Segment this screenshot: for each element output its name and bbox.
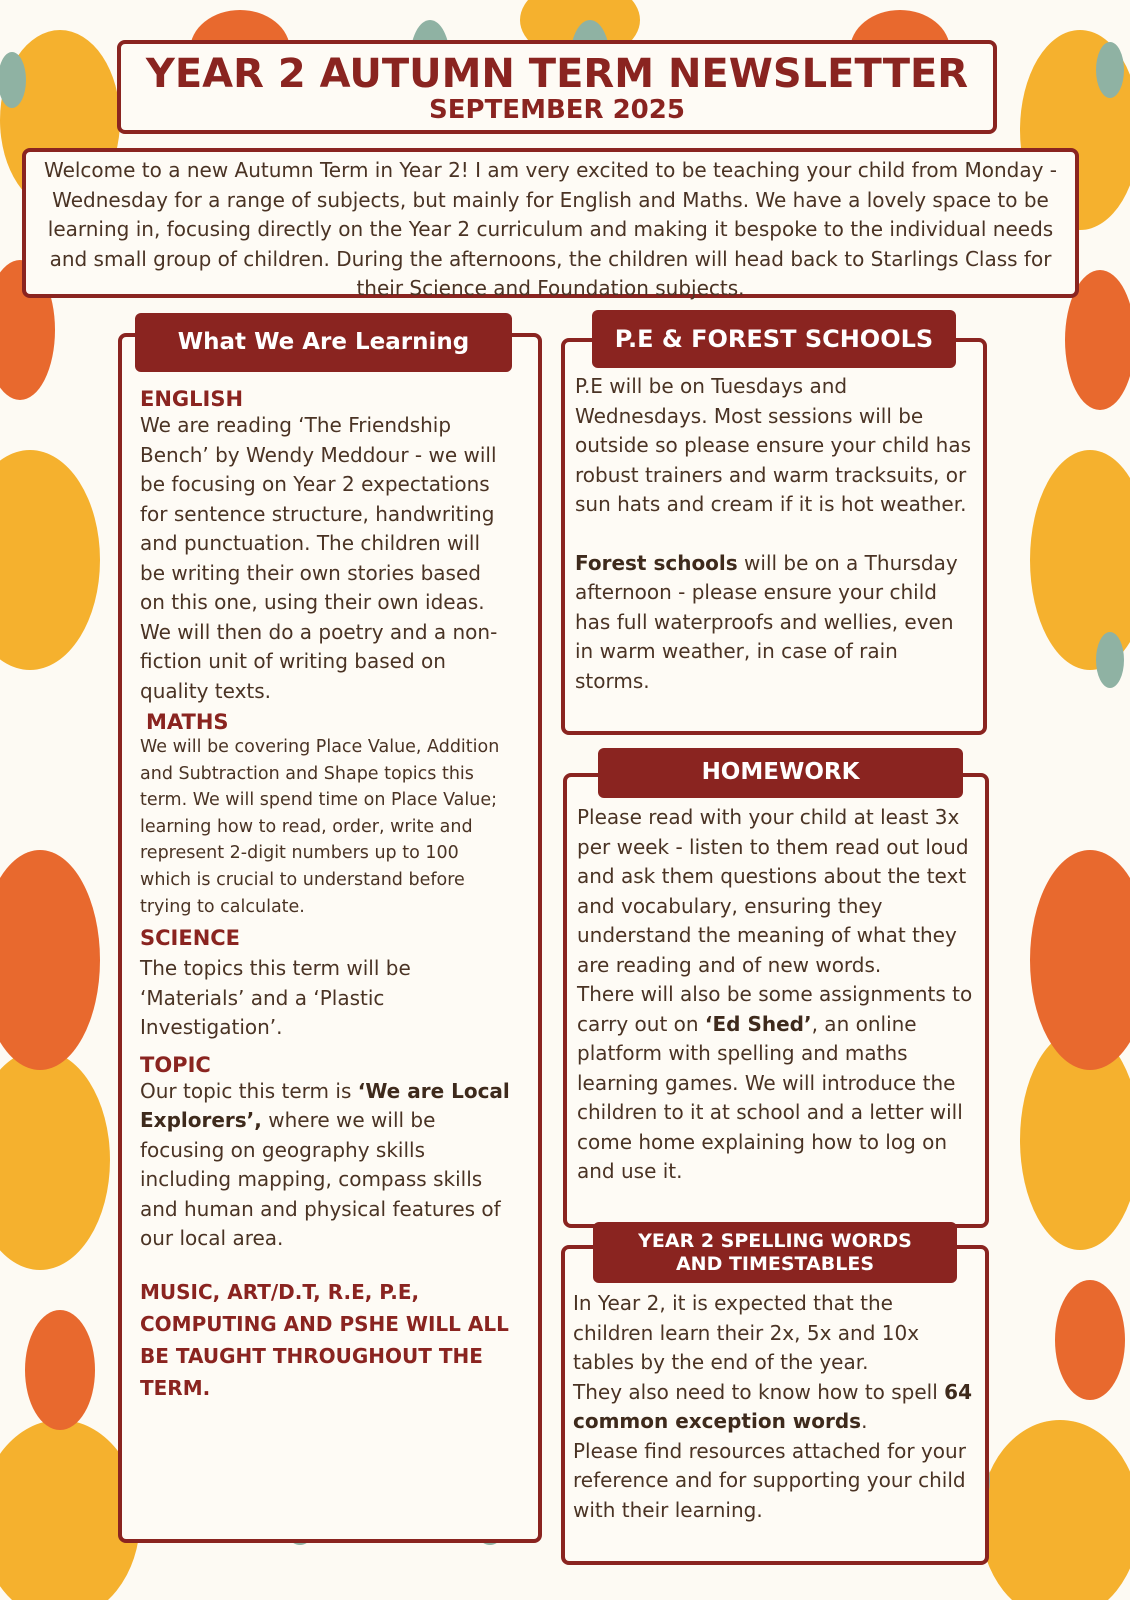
spelling-text-end: . — [861, 1409, 868, 1433]
spelling-label — [593, 1222, 957, 1283]
other-subjects-note: MUSIC, ART/D.T, R.E, P.E, COMPUTING AND PSHE WILL ALL BE TAUGHT THROUGHOUT THE TERM. — [140, 1279, 509, 1400]
pe-box — [561, 338, 987, 735]
edshed-text-end: , an online platform with spelling and maths learning games. We will introduce the children to it at school and a letter will come home explaining how to log on and use it. — [577, 1011, 963, 1183]
newsletter-title: YEAR 2 AUTUMN TERM NEWSLETTER — [145, 51, 969, 97]
intro-text: Welcome to a new Autumn Term in Year 2! I am very excited to be teaching your child from Monday - Wednesday for a range of subjects, but mainly for English and Maths. We have a lovely space to be learning in, focusing directly on the Year 2 curriculum and making it bespoke to the individual needs and small group of children. During the afternoons, the children will head back to Starlings Class for their Science and Foundation subjects. — [43, 158, 1058, 300]
newsletter-title-box — [117, 40, 997, 134]
science-heading: SCIENCE — [140, 926, 241, 951]
exception-words: 64 common exception words — [573, 1379, 972, 1433]
forest-schools-rest: will be on a Thursday afternoon - please ensure your child has full waterproofs and wellies, even in warm weather, in case of rain storms. — [575, 550, 958, 693]
forest-schools-bold: Forest schools — [575, 550, 738, 575]
homework-box — [563, 773, 989, 1228]
pe-label: P.E & FOREST SCHOOLS — [592, 310, 956, 368]
forest-schools-text — [575, 549, 973, 697]
spelling-box — [561, 1245, 989, 1565]
homework-reading-text: Please read with your child at least 3x per week - listen to them read out loud and ask them questions about the text and vocabulary, ensuring they understand the meaning of what they are reading and of new words. — [577, 805, 969, 977]
intro-box — [22, 148, 1079, 298]
edshed-text-start: There will also be some assignments to carry out on — [577, 982, 973, 1036]
learning-box — [118, 333, 542, 1543]
topic-text — [140, 1077, 515, 1254]
english-text: We are reading ‘The Friendship Bench’ by Wendy Meddour - we will be focusing on Year 2 expectations for sentence structure, handwriting and punctuation. The children will be writing their own stories based on this one, using their own ideas. We will then do a poetry and a non-fiction unit of writing based on quality texts. — [140, 413, 498, 703]
newsletter-date: SEPTEMBER 2025 — [429, 95, 685, 125]
spelling-text-start: They also need to know how to spell — [573, 1379, 945, 1404]
homework-edshed-text — [577, 980, 975, 1187]
learning-label: What We Are Learning — [135, 313, 512, 372]
spelling-label-line1: YEAR 2 SPELLING WORDS — [638, 1229, 912, 1252]
maths-heading: MATHS — [146, 710, 229, 734]
homework-label: HOMEWORK — [598, 748, 963, 798]
spelling-label-line2: AND TIMESTABLES — [675, 1252, 875, 1275]
maths-text: We will be covering Place Value, Addition and Subtraction and Shape topics this term. We will spend time on Place Value; learning how to read, order, write and represent 2-digit numbers up to 100 which is crucial to understand before trying to calculate. — [140, 737, 500, 917]
topic-text-end: where we will be focusing on geography skills including mapping, compass skills and human and physical features of our local area. — [140, 1108, 501, 1251]
edshed-name: ‘Ed Shed’ — [704, 1011, 812, 1036]
science-text: The topics this term will be ‘Materials’ and a ‘Plastic Investigation’. — [140, 956, 411, 1040]
resources-text: Please find resources attached for your reference and for supporting your child with their learning. — [573, 1438, 966, 1522]
spelling-text — [573, 1378, 975, 1437]
topic-title: ‘We are Local Explorers’, — [140, 1078, 510, 1133]
timestables-text: In Year 2, it is expected that the children learn their 2x, 5x and 10x tables by the end of the year. — [573, 1291, 920, 1374]
topic-heading: TOPIC — [140, 1052, 211, 1077]
pe-text: P.E will be on Tuesdays and Wednesdays. Most sessions will be outside so please ensure your child has robust trainers and warm tracksuits, or sun hats and cream if it is hot weather. — [575, 374, 972, 516]
topic-text-start: Our topic this term is — [140, 1078, 358, 1103]
english-heading: ENGLISH — [140, 387, 244, 411]
